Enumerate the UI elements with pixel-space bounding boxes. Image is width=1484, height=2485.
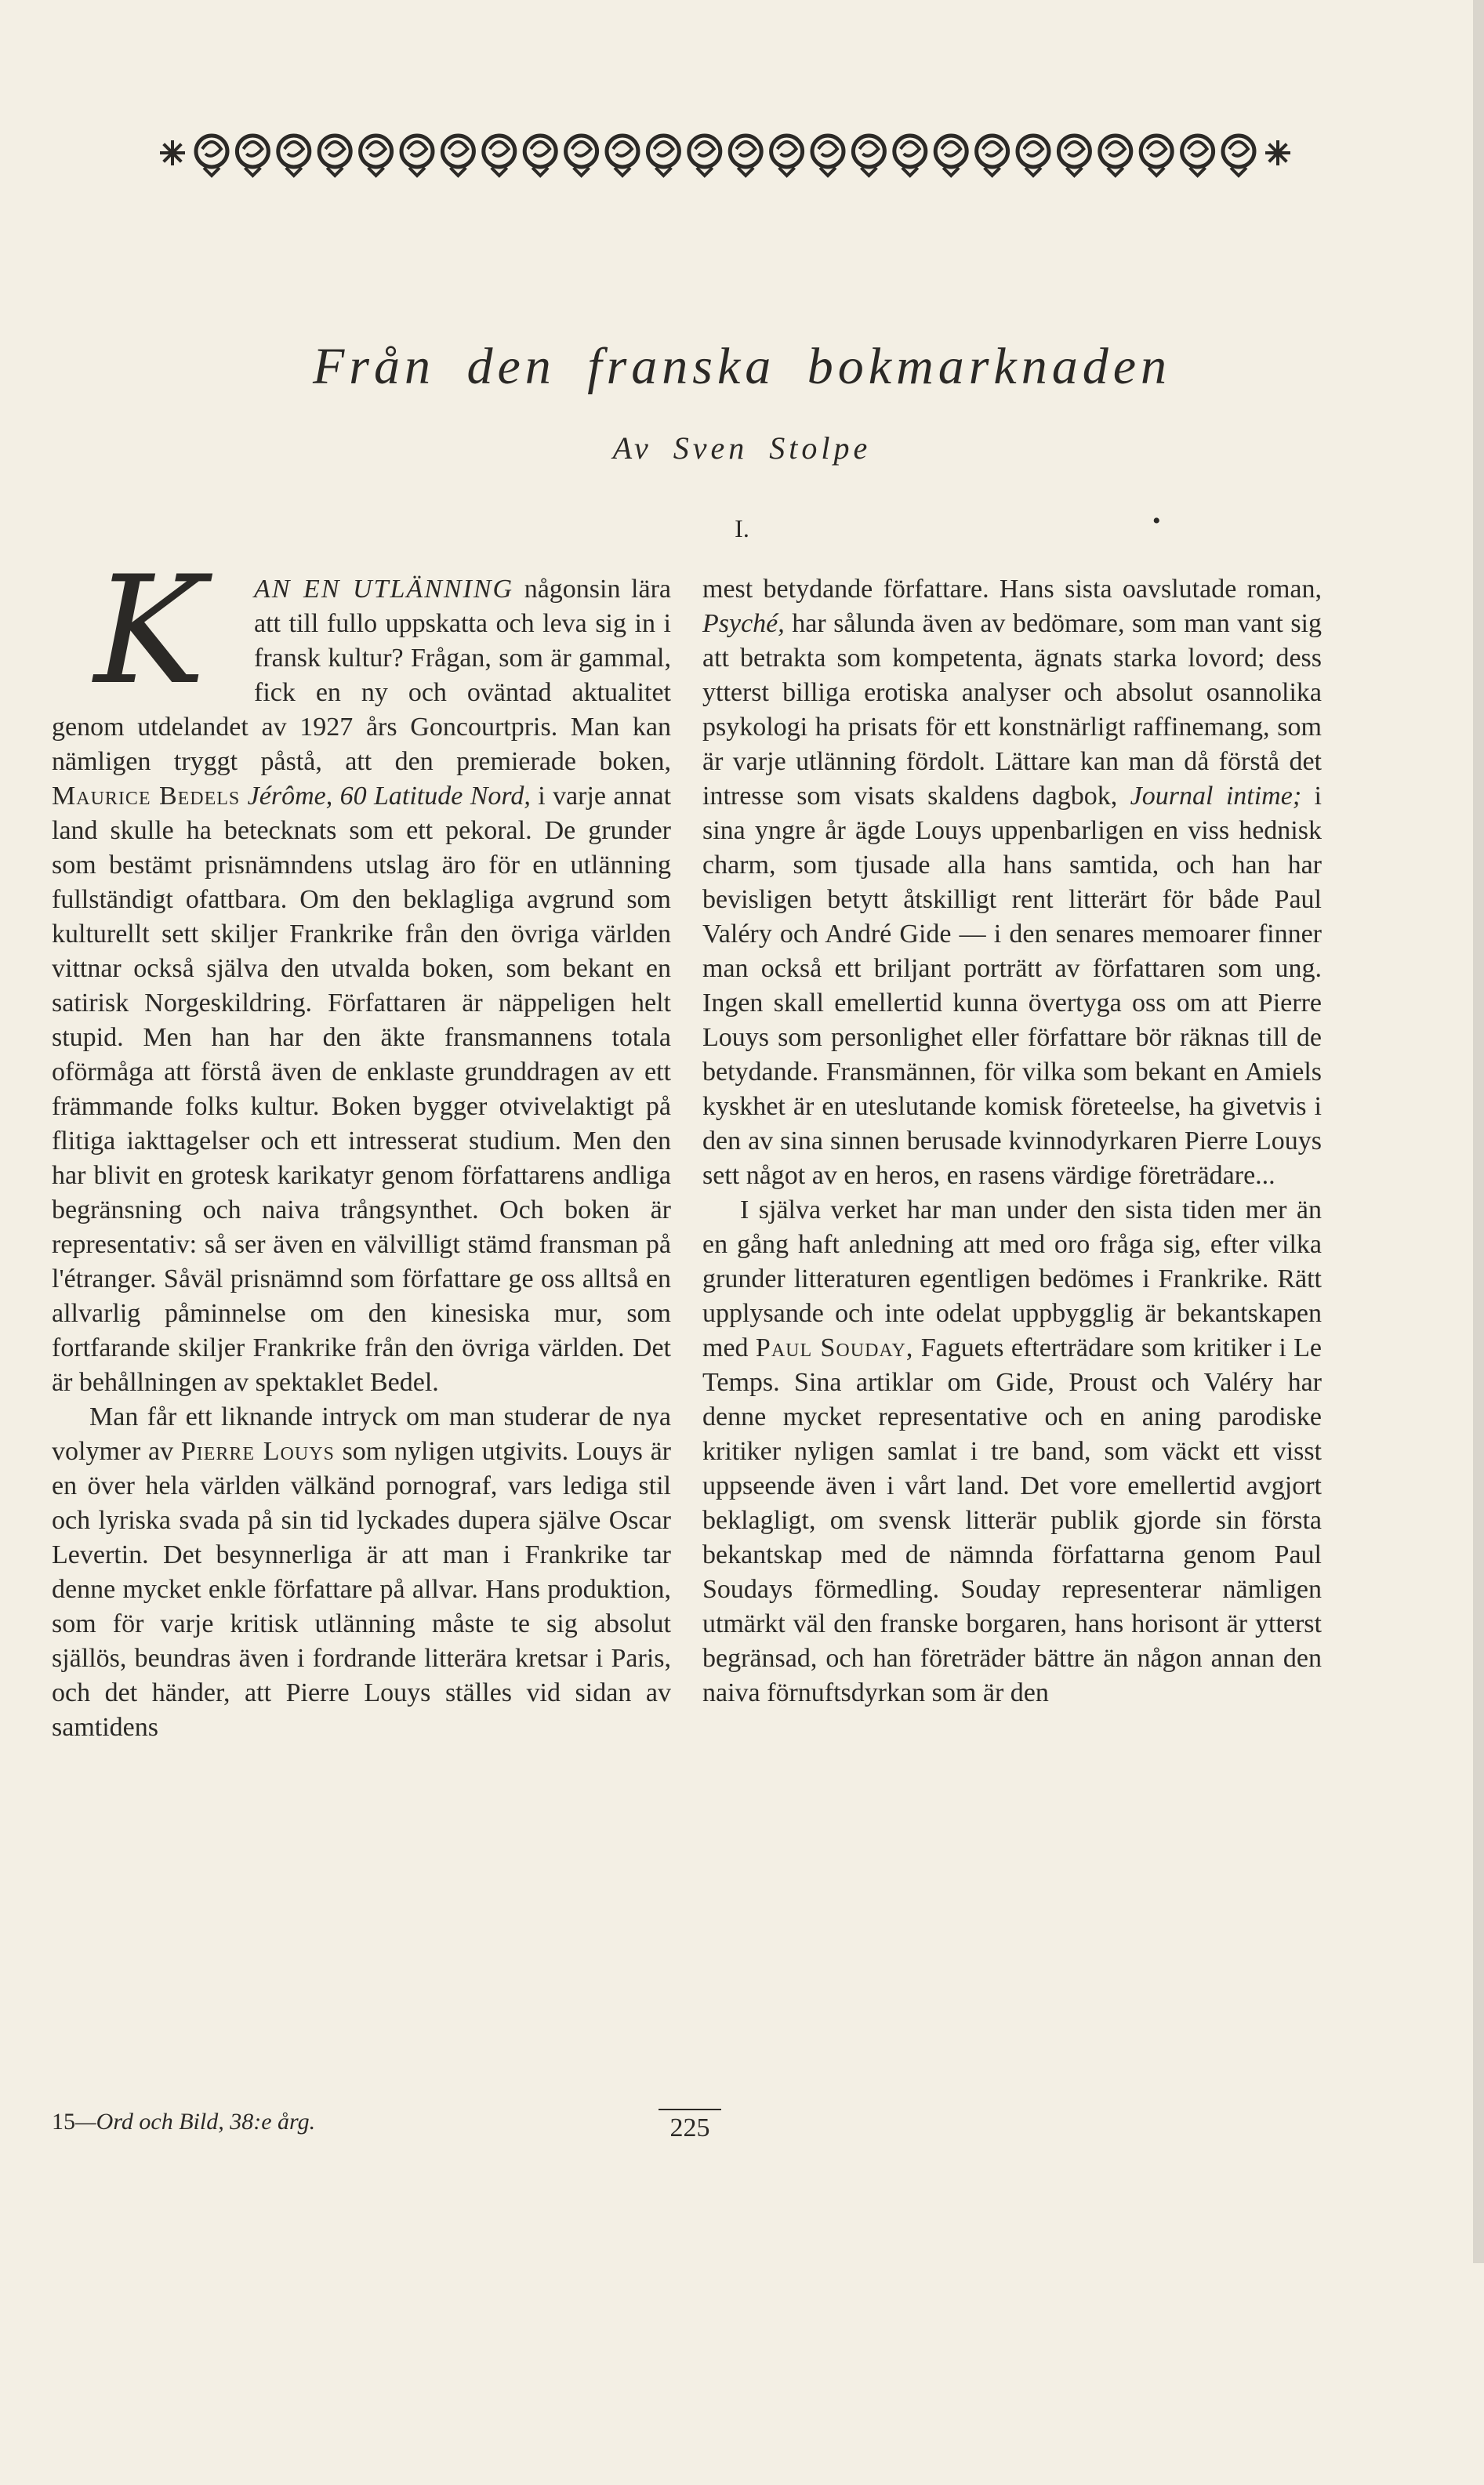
paragraph-1-text-cont: i varje annat land skulle ha betecknats som ett pekoral. De grunder som bestämt prisnämndens utslag äro för en utlänning fullständigt ofattbara. Om den beklagliga avgrund som kulturellt sett skiljer Frankrike från den övriga världen vittnar också själva den utvalda boken, som bekant en satirisk Norgeskildring. Författaren är näppeligen helt stupid. Men han har den äkte fransmannens totala oförmåga att förstå även de enklaste grunddragen av ett främmande folks kultur. Boken bygger otvivelaktigt på flitiga iakttagelser och ett intresserat studium. Men den har blivit en grotesk karikatyr genom författarens andliga begränsning och naiva trångsynthet. Och boken är representativ: så ser även en välvilligt stämd fransman på l'étranger. Såväl prisnämnd som författare ge oss alltså en allvarlig påminnelse om den kinesiska mur, som fortfarande skiljer Frankrike från den övriga världen. Det är behållningen av spektaklet Bedel. (52, 782, 672, 1397)
ornament-swirl (730, 136, 761, 176)
ornament-border (157, 118, 1294, 188)
paragraph-2-lead: Man får ett liknande intryck om man studerar de nya volymer av (52, 1402, 671, 1466)
author-name: Pierre Louys (180, 1437, 335, 1466)
ornament-swirl (361, 136, 392, 176)
ornament-swirl (1223, 136, 1254, 176)
work-title: Jérôme, 60 Latitude Nord, (247, 782, 531, 811)
drop-cap: K (94, 544, 205, 717)
ornament-swirl (853, 136, 884, 176)
ornament-swirl (771, 136, 803, 176)
paragraph-1-text: någonsin lära att till fullo uppskatta och leva sig in i fransk kultur? Frågan, som är gammal, fick en ny och oväntad aktualitet genom utdelandet av 1927 års Goncourtpris. Man kan nämligen tryggt påstå, att den premierade boken, (52, 575, 671, 776)
ornament-swirl (237, 136, 268, 176)
ornament-swirl (401, 136, 433, 176)
paragraph-3-text: har sålunda även av bedömare, som man vant sig att betrakta som kompetenta, ägnats starka lovord; dess ytterst billiga erotiska analyser och absolut osannolika psykologi ha prisats för ett konstnärligt raffinemang, som är varje utlänning fördolt. Lättare kan man då förstå det intresse som visats skaldens dagbok, (702, 609, 1322, 811)
ornament-swirl (689, 136, 720, 176)
work-title: Journal intime; (1130, 782, 1302, 811)
ornament-swirl (278, 136, 310, 176)
ornament-swirl (648, 136, 679, 176)
ornament-swirl (935, 136, 967, 176)
article-byline: Av Sven Stolpe (612, 430, 872, 466)
section-number: I. (735, 514, 749, 542)
paragraph-2-text: som nyligen utgivits. Louys är en över hela världen välkänd pornograf, vars lediga stil och lyriska svada på sin tid lyckades dupera själve Oscar Levertin. Det besynnerliga är att man i Frankrike tar denne mycket enkle författare på allvar. Hans produktion, som för varje kritisk utlänning måste te sig absolut själlös, beundras även i fordrande litterära kretsar i Paris, och det händer, att Pierre Louys ställes vid sidan av samtidens (52, 1437, 671, 1742)
ornament-star (160, 140, 185, 165)
article-title: Från den franska bokmarknaden (312, 338, 1172, 395)
author-name: Maurice Bedels (52, 782, 241, 811)
signature-number: 15 (52, 2109, 75, 2135)
paragraph-3-text-cont: i sina yngre år ägde Louys uppenbarligen en viss hednisk charm, som tjusade alla hans samtida, och han har bevisligen betytt åtskilligt rent litterärt för både Paul Valéry och André Gide — i den senares memoarer finner man också ett briljant porträtt av författaren som ung. Ingen skall emellertid kunna övertyga oss om att Pierre Louys som personlighet eller författare bör räknas till de betydande. Fransmännen, för vilka som bekant en Amiels kyskhet är en uteslutande komisk företeelse, ha givetvis i den av sina sinnen berusade kvinnodyrkaren Pierre Louys sett något av en heros, en rasens värdige företrädare... (702, 782, 1323, 1190)
paragraph-4-lead: I själva verket har man under den sista tiden mer än en gång haft anledning att med oro fråga sig, efter vilka grunder litteraturen egentligen bedömes i Frankrike. Rätt upplysande och inte odelat uppbygglig är bekantskapen med (702, 1195, 1322, 1362)
left-column (52, 544, 672, 2485)
ornament-swirl (442, 136, 474, 176)
paragraph-3-lead: mest betydande författare. Hans sista oavslutade roman, (702, 575, 1322, 604)
ornament-swirl (812, 136, 844, 176)
paragraph-3 (702, 572, 1322, 1193)
printer-signature (52, 2109, 315, 2135)
ornament-swirl (1058, 136, 1090, 176)
paragraph-4 (702, 1193, 1322, 1710)
ornament-swirl (977, 136, 1008, 176)
ornament-swirl (1182, 136, 1214, 176)
ornament-swirl (484, 136, 515, 176)
paragraph-1 (52, 544, 672, 1400)
paragraph-2 (52, 1400, 671, 1745)
ornament-swirl (566, 136, 597, 176)
ornament-swirl (1100, 136, 1131, 176)
ornament-swirl (196, 136, 227, 176)
author-name: Paul Souday, (755, 1333, 914, 1362)
ornament-swirl (1018, 136, 1049, 176)
section-mark: • (1152, 508, 1161, 534)
work-title: Psyché, (702, 609, 785, 638)
ornament-swirl (524, 136, 556, 176)
journal-name: —Ord och Bild, 38:e årg. (75, 2109, 316, 2135)
ornament-swirl (894, 136, 926, 176)
ornament-swirl (607, 136, 638, 176)
page-number: 225 (659, 2109, 721, 2143)
ornament-star (1265, 140, 1290, 165)
ornament-swirl (1141, 136, 1172, 176)
right-column (702, 572, 1322, 2485)
ornament-swirl (319, 136, 350, 176)
opening-words: AN EN UTLÄNNING (254, 575, 514, 604)
paragraph-4-text: Faguets efterträdare som kritiker i Le Temps. Sina artiklar om Gide, Proust och Valéry har denne mycket representative och en aning parodiske kritiker nyligen samlat i tre band, som väckt ett visst uppseende även i vårt land. Det vore emellertid avgjort beklagligt, om svensk litterär publik gjorde sin första bekantskap med de nämnda författarna genom Paul Soudays förmedling. Souday representerar nämligen utmärkt väl den franske borgaren, hans horisont är ytterst begränsad, och han företräder bättre än någon annan den naiva förnuftsdyrkan som är den (702, 1333, 1322, 1707)
